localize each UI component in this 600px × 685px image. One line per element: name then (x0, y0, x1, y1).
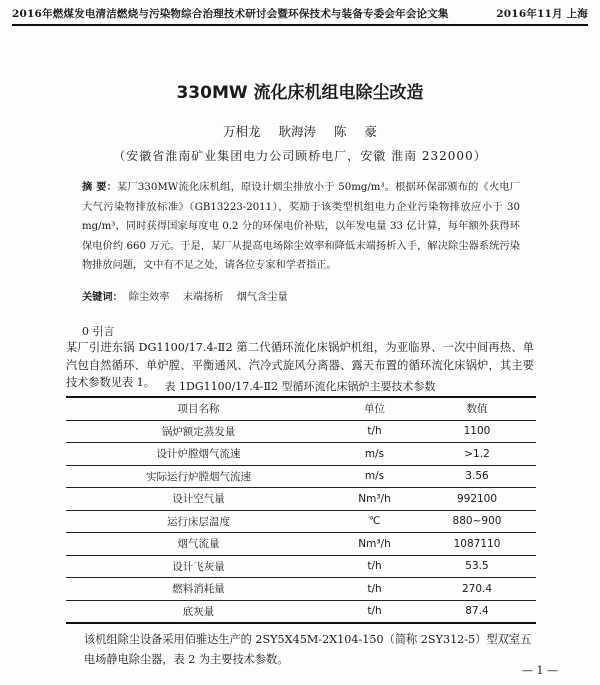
header-conference: 2016年燃煤发电清洁燃烧与污染物综合治理技术研讨会暨环保技术与装备专委会年会论文集 (12, 8, 449, 20)
authors: 万相龙 耿海涛 陈 豪 (223, 124, 377, 139)
table-cell: m/s (331, 465, 418, 488)
table-cell: Nm³/h (331, 533, 418, 556)
table-cell: >1.2 (418, 443, 536, 466)
table-caption: 表 1DG1100/17.4-Ⅱ2 型循环流化床锅炉主要技术参数 (164, 380, 436, 393)
table-cell: 992100 (418, 488, 536, 511)
table-cell: Nm³/h (331, 488, 418, 511)
affiliation: （安徽省淮南矿业集团电力公司顾桥电厂，安徽 淮南 232000） (113, 149, 487, 163)
abstract (82, 178, 520, 276)
header-cell: 数值 (418, 397, 536, 420)
table-cell: 3.56 (418, 465, 536, 488)
table-cell: 锅炉额定蒸发量 (66, 420, 331, 443)
table-cell: 880~900 (418, 510, 536, 533)
header-cell: 单位 (331, 397, 418, 420)
table-cell: t/h (331, 555, 418, 578)
table-row (66, 443, 536, 466)
table-row (66, 510, 536, 533)
table-cell: 1087110 (418, 533, 536, 556)
table-header-row (66, 397, 536, 420)
table-cell: 1100 (418, 420, 536, 443)
table-cell: m/s (331, 443, 418, 466)
closing-paragraph: 该机组除尘设备采用佰骓达生产的 2SY5X45M-2X104-150（简称 2SY312-5）型双室五电场静电除尘器，表 2 为主要技术参数。 (84, 633, 532, 666)
table-cell: 设计空气量 (66, 488, 331, 511)
table-cell: 设计飞灰量 (66, 555, 331, 578)
table-cell: t/h (331, 420, 418, 443)
table-cell: t/h (331, 600, 418, 623)
parameters-table (66, 396, 536, 624)
page-number: — 1 — (522, 664, 558, 677)
header-cell: 项目名称 (66, 397, 331, 420)
table-row (66, 578, 536, 601)
table-row (66, 555, 536, 578)
table-cell: ℃ (331, 510, 418, 533)
table-cell: t/h (331, 578, 418, 601)
table-row (66, 488, 536, 511)
abstract-label: 摘 要： (82, 182, 118, 193)
table-cell: 87.4 (418, 600, 536, 623)
table-cell: 燃料消耗量 (66, 578, 331, 601)
paper-title: 330MW 流化床机组电除尘改造 (176, 83, 424, 103)
keywords-label: 关键词： (82, 292, 123, 303)
table-cell: 270.4 (418, 578, 536, 601)
table-cell: 底灰量 (66, 600, 331, 623)
table-cell: 实际运行炉膛烟气流速 (66, 465, 331, 488)
table-cell: 设计炉膛烟气流速 (66, 443, 331, 466)
abstract-text: 某厂330MW流化床机组，原设计烟尘排放小于 50mg/m³。根据环保部颁布的《火电厂大气污染物排放标准》（GB13223-2011），奖励于该类型机组电力企业污染物排放应小于 30 mg/m³，同时获得国家每度电 0.2 分的环保电价补贴，以年发电量 33 亿计算，每年额外获得环保电价约 660 万元。于是，某厂从提高电场除尘效率和降低末端扬析入手，解决除尘器系统污染物排放问题，文中有不足之处，请各位专家和学者指正。 (82, 182, 521, 271)
keywords-text: 除尘效率 末端扬析 烟气含尘量 (128, 292, 288, 303)
table-row (66, 420, 536, 443)
section-heading: 0 引言 (82, 325, 115, 338)
intro-text: 某厂引进东锅 DG1100/17.4-Ⅱ2 第二代循环流化床锅炉机组，为亚临界、一次中间再热、单汽包自然循环、单炉膛、平衡通风、汽冷式旋风分离器、露天布置的循环流化床锅炉，其主要技术参数见表 1。 (66, 341, 534, 389)
table-row (66, 533, 536, 556)
table-row (66, 600, 536, 623)
table-row (66, 465, 536, 488)
table-cell: 烟气流量 (66, 533, 331, 556)
table-cell: 53.5 (418, 555, 536, 578)
header-date: 2016年11月 上海 (496, 8, 588, 20)
table-cell: 运行床层温度 (66, 510, 331, 533)
keywords (82, 288, 288, 303)
running-header (12, 4, 588, 26)
